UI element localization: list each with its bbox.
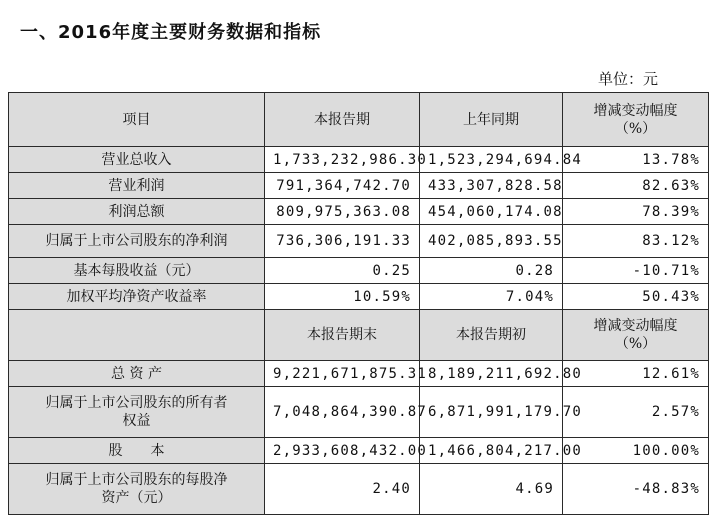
row-change: 50.43% — [563, 284, 709, 310]
row-label: 营业总收入 — [9, 147, 265, 173]
row-current: 809,975,363.08 — [265, 199, 420, 225]
table-row — [9, 464, 709, 515]
table-row — [9, 225, 709, 258]
row-change: -10.71% — [563, 258, 709, 284]
header-period-start: 本报告期初 — [420, 310, 563, 361]
table-row — [9, 284, 709, 310]
row-current: 9,221,671,875.31 — [265, 361, 420, 387]
row-current: 7,048,864,390.87 — [265, 387, 420, 438]
table-row — [9, 387, 709, 438]
row-label — [9, 387, 265, 438]
row-current: 0.25 — [265, 258, 420, 284]
row-label-line1: 归属于上市公司股东的所有者 — [45, 395, 228, 411]
table-row — [9, 173, 709, 199]
row-prior: 454,060,174.08 — [420, 199, 563, 225]
header-change-2 — [563, 310, 709, 361]
table-subheader-row — [9, 310, 709, 361]
header-change — [563, 93, 709, 147]
table-row — [9, 361, 709, 387]
row-current: 736,306,191.33 — [265, 225, 420, 258]
subheader-empty — [9, 310, 265, 361]
financial-table — [8, 92, 709, 515]
row-current: 2.40 — [265, 464, 420, 515]
table-row — [9, 258, 709, 284]
row-current: 791,364,742.70 — [265, 173, 420, 199]
header-change-label: 增减变动幅度 — [593, 102, 678, 119]
row-label: 利润总额 — [9, 199, 265, 225]
row-label: 总 资 产 — [9, 361, 265, 387]
row-change: 100.00% — [563, 438, 709, 464]
row-prior: 7.04% — [420, 284, 563, 310]
header-current-period: 本报告期 — [265, 93, 420, 147]
table-row — [9, 438, 709, 464]
section-heading: 一、2016年度主要财务数据和指标 — [20, 22, 322, 43]
row-current: 10.59% — [265, 284, 420, 310]
header-item: 项目 — [9, 93, 265, 147]
table-row — [9, 199, 709, 225]
row-prior: 1,523,294,694.84 — [420, 147, 563, 173]
row-prior: 1,466,804,217.00 — [420, 438, 563, 464]
row-label: 基本每股收益（元） — [9, 258, 265, 284]
row-current: 1,733,232,986.30 — [265, 147, 420, 173]
row-prior: 402,085,893.55 — [420, 225, 563, 258]
row-prior: 433,307,828.58 — [420, 173, 563, 199]
row-change: 2.57% — [563, 387, 709, 438]
table-header-row — [9, 93, 709, 147]
table-row — [9, 147, 709, 173]
unit-label: 单位：元 — [598, 70, 659, 88]
row-change: 78.39% — [563, 199, 709, 225]
header-prior-period: 上年同期 — [420, 93, 563, 147]
row-label-line2: 资产（元） — [101, 490, 172, 506]
row-change: 83.12% — [563, 225, 709, 258]
row-prior: 8,189,211,692.80 — [420, 361, 563, 387]
header-period-end: 本报告期末 — [265, 310, 420, 361]
row-change: 82.63% — [563, 173, 709, 199]
row-label: 股 本 — [9, 438, 265, 464]
row-label: 归属于上市公司股东的净利润 — [9, 225, 265, 258]
row-label: 加权平均净资产收益率 — [9, 284, 265, 310]
row-label-line1: 归属于上市公司股东的每股净 — [45, 472, 228, 488]
row-prior: 6,871,991,179.70 — [420, 387, 563, 438]
header-change-label-2: 增减变动幅度 — [593, 318, 678, 334]
row-change: -48.83% — [563, 464, 709, 515]
header-change-unit-2: （%） — [614, 336, 657, 352]
row-label: 营业利润 — [9, 173, 265, 199]
row-change: 13.78% — [563, 147, 709, 173]
row-change: 12.61% — [563, 361, 709, 387]
header-change-unit: （%） — [614, 120, 657, 137]
row-label-line2: 权益 — [122, 413, 151, 429]
row-current: 2,933,608,432.00 — [265, 438, 420, 464]
row-prior: 4.69 — [420, 464, 563, 515]
row-prior: 0.28 — [420, 258, 563, 284]
row-label — [9, 464, 265, 515]
